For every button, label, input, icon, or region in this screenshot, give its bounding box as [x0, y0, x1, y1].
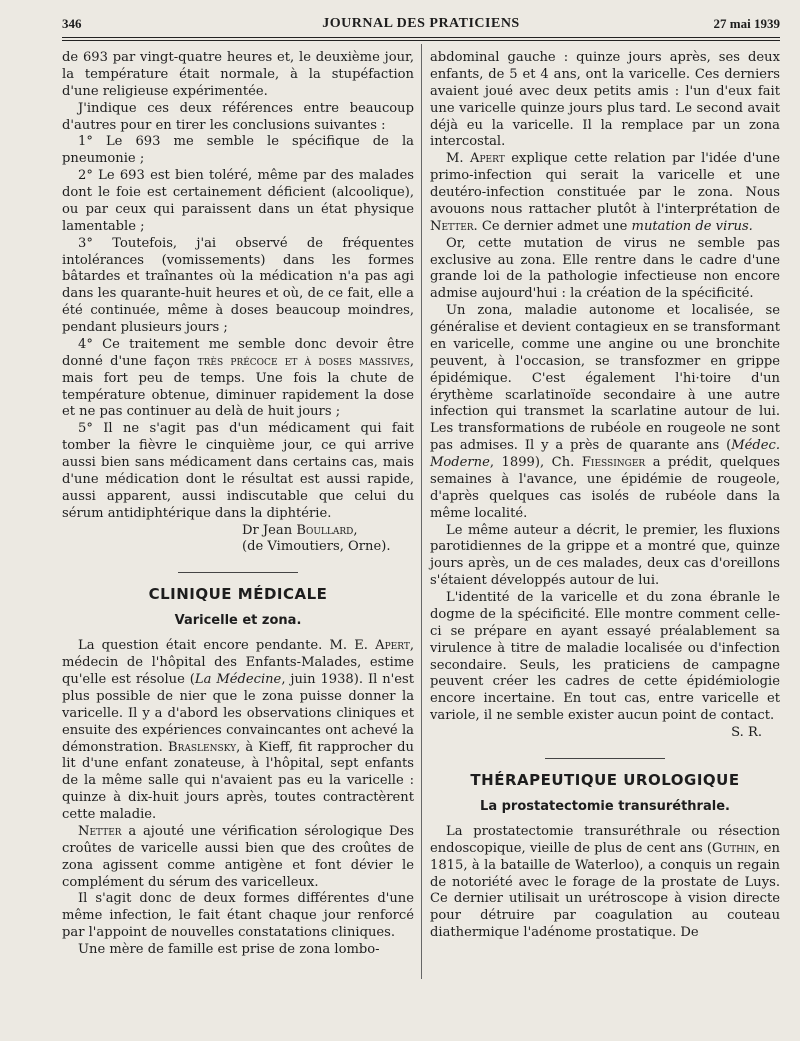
- paragraph: La prostatectomie transuréthrale ou résection endoscopique, vieille de plus de cent ans (Guthin, en 1815, à la bataille de Waterloo), a conquis un regain de notoriété avec le forage de la prostate de Luys. Ce dernier utilisait un urétroscope à vision directe pour détruire par coagulation au couteau diathermique l'adénome prostatique. De: [430, 823, 780, 941]
- paragraph: J'indique ces deux références entre beaucoup d'autres pour en tirer les conclusions suivantes :: [62, 100, 414, 133]
- paragraph: Le même auteur a décrit, le premier, les fluxions parotidiennes de la grippe et a montré que, quinze jours après, un de ces malades, deux cas d'oreillons s'étaient développés autour de lui.: [430, 522, 780, 589]
- paragraph: Il s'agit donc de deux formes différentes d'une même infection, le fait étant chaque jour renforcé par l'appoint de nouvelles constatations cliniques.: [62, 891, 414, 941]
- conclusion-item: 1° Le 693 me semble le spécifique de la pneumonie ;: [62, 134, 414, 167]
- paragraph: de 693 par vingt-quatre heures et, le deuxième jour, la température était normale, à la stupéfaction d'une religieuse expérimentée.: [62, 50, 414, 99]
- paragraph: Une mère de famille est prise de zona lombo-: [78, 942, 380, 957]
- left-column: [62, 50, 414, 959]
- author-place: (de Vimoutiers, Orne).: [242, 539, 391, 555]
- right-column: [430, 50, 780, 942]
- section-title: CLINIQUE MÉDICALE: [148, 585, 328, 604]
- page-number: 346: [62, 16, 82, 31]
- header-rule-double: [62, 40, 780, 41]
- conclusion-item: 3° Toutefois, j'ai observé de fréquentes intolérances (vomissements) dans les formes bâtardes et traînantes où la médication n'a pas agi dans les quarante-huit heures et où, de ce fait, elle a été continuée, même à doses beaucoup moindres, pendant plusieurs jours ;: [62, 235, 414, 335]
- section-separator: [545, 758, 665, 759]
- column-divider: [421, 44, 422, 979]
- article-title: La prostatectomie transuréthrale.: [480, 798, 730, 814]
- conclusion-item: 5° Il ne s'agit pas d'un médicament qui fait tomber la fièvre le cinquième jour, ce qui arrive aussi bien sans médicament dans certains cas, mais d'une médication dont le résultat est aussi rapide, aussi apparent, aussi indiscutable que celui du sérum antidiphtérique dans la diphtérie.: [62, 421, 414, 521]
- paragraph: La question était encore pendante. M. E. Apert, médecin de l'hôpital des Enfants-Malades, estime qu'elle est résolue (La Médecine, juin 1938). Il n'est plus possible de nier que le zona puisse donner la varicelle. Il y a d'abord les observations cliniques et ensuite des expériences convaincantes ont achevé la démonstration. Braslensky, à Kieff, fit rapprocher du lit d'une enfant zonateuse, à l'hôpital, sept enfants de la même salle qui n'avaient pas eu la varicelle : quinze à dix-huit jours après, toutes contractèrent cette maladie.: [62, 638, 415, 822]
- conclusion-item: 2° Le 693 est bien toléré, même par des malades dont le foie est certainement déficient (alcoolique), ou par ceux qui paraissent dans un état physique lamentable ;: [62, 168, 414, 234]
- page-header: [62, 16, 780, 38]
- author-initials: S. R.: [731, 725, 762, 740]
- author-signature: Dr Jean Boullard, (de Vimoutiers, Orne).: [62, 523, 414, 557]
- article-title: Varicelle et zona.: [174, 613, 302, 629]
- section-title: THÉRAPEUTIQUE UROLOGIQUE: [470, 770, 740, 789]
- paragraph: abdominal gauche : quinze jours après, ses deux enfants, de 5 et 4 ans, ont la varicelle. Ces derniers avaient joué avec deux petits amis : l'un d'eux fait une varicelle quinze jours plus tard. Le second avait déjà eu la varicelle. Il la remplace par un zona intercostal.: [430, 50, 780, 150]
- header-rule: [62, 37, 780, 38]
- author-name: Boullard: [296, 522, 354, 538]
- paragraph: Netter a ajouté une vérification sérologique Des croûtes de varicelle aussi bien que des croûtes de zona agissent comme antigène et font dévier le complément du sérum des varicelleux.: [62, 823, 414, 890]
- section-separator: [178, 572, 298, 573]
- paragraph: Or, cette mutation de virus ne semble pas exclusive au zona. Elle rentre dans le cadre d'une grande loi de la pathologie infectieuse non encore admise aujourd'hui : la création de la spécificité.: [430, 235, 780, 302]
- paragraph: M. Apert explique cette relation par l'idée d'une primo-infection qui serait la varicelle et une deutéro-infection constituée par le zona. Nous avouons nous rattacher plutôt à l'interprétation de Netter. Ce dernier admet une mutation de virus.: [430, 151, 780, 234]
- paragraph: L'identité de la varicelle et du zona ébranle le dogme de la spécificité. Elle montre comment celle-ci se prépare en ayant essayé préalablement sa virulence à titre de maladie localisée ou d'infection secondaire. Seuls, les praticiens de campagne peuvent créer les cadres de cette épidémiologie encore incertaine. En tout cas, entre varicelle et variole, il ne semble exister aucun point de contact.: [430, 590, 780, 724]
- paragraph: Un zona, maladie autonome et localisée, se généralise et devient contagieux en se transformant en varicelle, comme une angine ou une bronchite peuvent, à l'occasion, se transfozmer en grippe épidémique. C'est également l'hi·toire d'un érythème scarlatinoïde secondaire à une autre infection qui transmet la scarlatine autour de lui. Les transformations de rubéole en rougeole ne sont pas admises. Il y a près de quarante ans (Médec. Moderne, 1899), Ch. Fiessinger a prédit, quelques semaines à l'avance, une épidémie de rougeole, d'après quelques cas isolés de rubéole dans la même localité.: [430, 303, 780, 521]
- conclusion-item: 4° Ce traitement me semble donc devoir être donné d'une façon très précoce et à doses massives, mais fort peu de temps. Une fois la chute de température obtenue, diminuer rapidement la dose et ne pas continuer au delà de huit jours ;: [62, 336, 415, 420]
- issue-date: 27 mai 1939: [713, 16, 780, 31]
- journal-title: JOURNAL DES PRATICIENS: [322, 16, 520, 31]
- emphasis: très précoce et à doses massives: [197, 353, 410, 369]
